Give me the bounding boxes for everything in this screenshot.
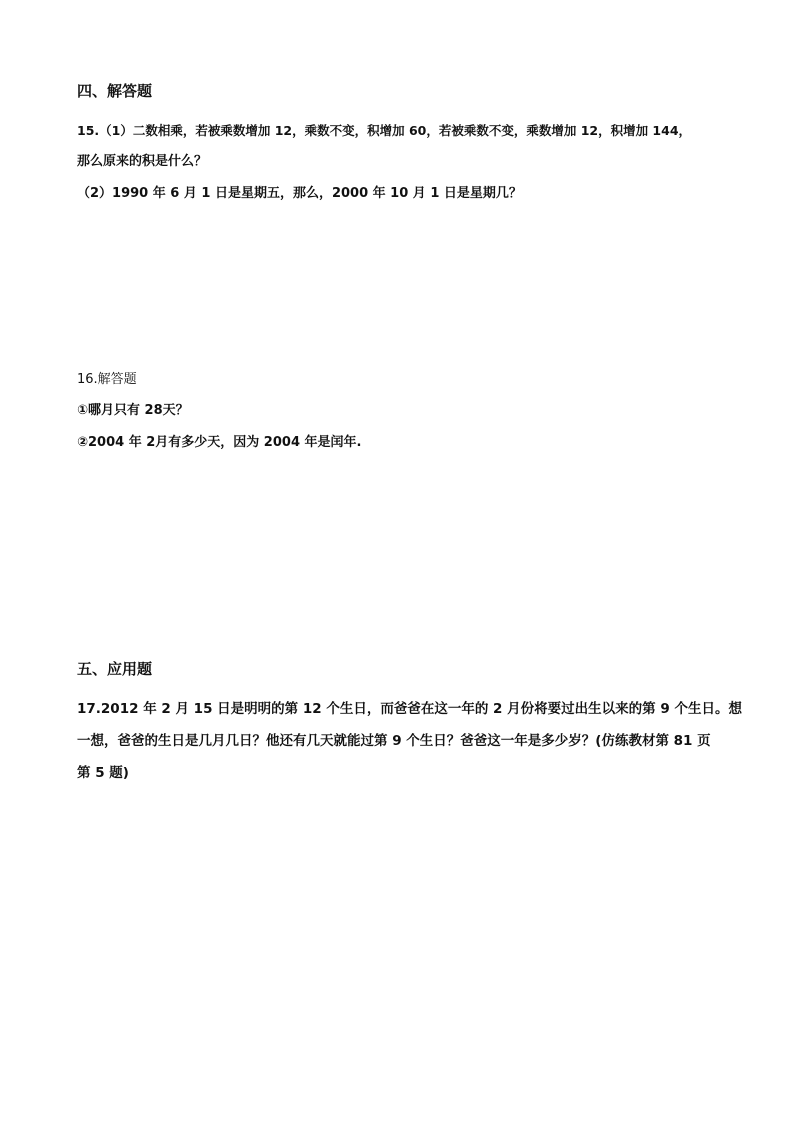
question-15-part1-line1: 15.（1）二数相乘，若被乘数增加 12，乘数不变，积增加 60，若被乘数不变，乘数增加 12，积增加 144，	[77, 123, 692, 138]
question-17-line1: 17.2012 年 2 月 15 日是明明的第 12 个生日，而爸爸在这一年的 2 月份将要过出生以来的第 9 个生日。想	[77, 701, 742, 717]
question-17-line3: 第 5 题)	[77, 765, 129, 781]
question-15-part2: （2）1990 年 6 月 1 日是星期五，那么，2000 年 10 月 1 日是星期几？	[77, 186, 522, 201]
section-heading-answer-questions: 四、解答题	[77, 82, 153, 100]
question-16-item1: ①哪月只有 28天？	[77, 403, 189, 418]
section-heading-application-questions: 五、应用题	[77, 660, 153, 678]
question-17-line2: 一想，爸爸的生日是几月几日？他还有几天就能过第 9 个生日？爸爸这一年是多少岁？(仿练教材第 81 页	[77, 733, 711, 749]
question-15-part1-line2: 那么原来的积是什么？	[77, 154, 208, 169]
question-16-title: 16.解答题	[77, 372, 137, 387]
question-16-item2: ②2004 年 2月有多少天，因为 2004 年是闰年.	[77, 435, 362, 450]
